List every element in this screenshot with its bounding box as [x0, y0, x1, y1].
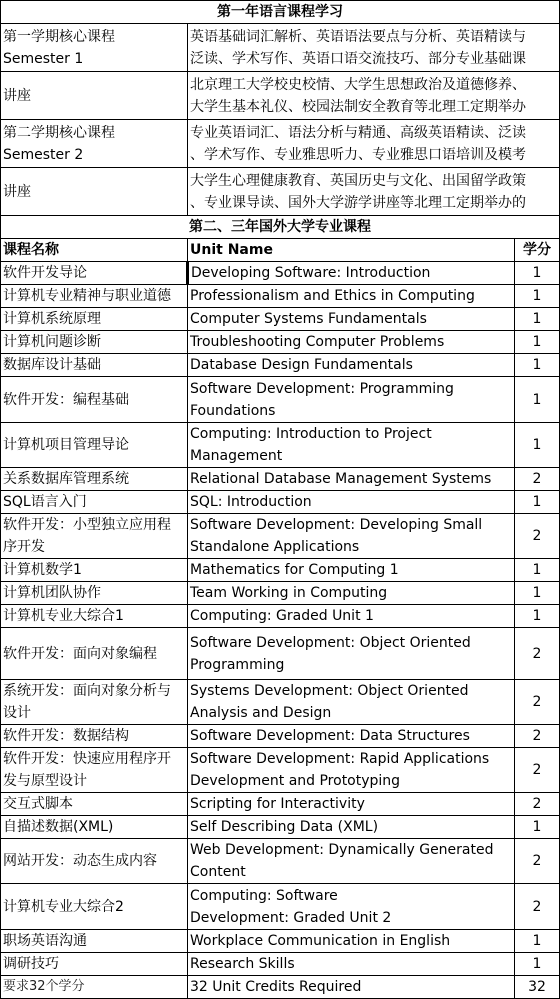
course-name-cn: [1, 308, 188, 331]
unit-credit: 1: [515, 582, 560, 605]
text-line: Self Describing Data (XML): [190, 819, 379, 835]
course-name-cn: [1, 468, 188, 491]
unit-name: [188, 354, 515, 377]
table-row: [1, 354, 560, 377]
text-line: 讲座: [3, 87, 31, 104]
course-period-cell: [1, 168, 188, 216]
required-credits-en: 32 Unit Credits Required: [188, 976, 515, 999]
course-content-cell: [188, 72, 560, 120]
unit-credit: 2: [515, 680, 560, 725]
unit-credit: 1: [515, 423, 560, 468]
text-line: Mathematics for Computing 1: [190, 562, 399, 578]
unit-name: [188, 262, 515, 285]
text-line: Relational Database Management Systems: [190, 471, 492, 487]
unit-name: [188, 930, 515, 953]
table-row: [1, 468, 560, 491]
text-line: 职场英语沟通: [3, 933, 87, 949]
unit-name: [188, 468, 515, 491]
table-row: [1, 680, 560, 725]
text-line: 软件开发：小型独立应用程: [3, 517, 171, 533]
total-credits: 32: [515, 976, 560, 999]
course-name-cn: [1, 839, 188, 884]
course-name-cn: [1, 285, 188, 308]
section-title-row: [1, 1, 560, 24]
text-line: 计算机专业精神与职业道德: [3, 288, 171, 304]
section-title: 第一年语言课程学习: [1, 1, 560, 24]
unit-credit: 2: [515, 839, 560, 884]
text-line: Web Development: Dynamically Generated: [190, 842, 494, 858]
course-content-cell: [188, 168, 560, 216]
table-row: [1, 748, 560, 793]
unit-credit: 1: [515, 262, 560, 285]
course-name-cn: [1, 262, 188, 285]
text-line: 计算机团队协作: [3, 585, 101, 601]
table-header-row: [1, 239, 560, 262]
unit-credit: 1: [515, 491, 560, 514]
course-content-cell: [188, 24, 560, 72]
text-line: Programming: [190, 656, 285, 673]
text-line: Software Development: Programming: [190, 380, 454, 397]
course-name-cn: [1, 491, 188, 514]
text-line: Research Skills: [190, 956, 295, 972]
unit-name: [188, 559, 515, 582]
text-line: Software Development: Object Oriented: [190, 634, 471, 651]
column-header-unit-name: Unit Name: [188, 239, 515, 262]
unit-credit: 1: [515, 816, 560, 839]
course-name-cn: [1, 331, 188, 354]
course-name-cn: [1, 884, 188, 930]
text-line: 系统开发：面向对象分析与: [3, 683, 171, 699]
table-row: [1, 628, 560, 680]
text-line: Content: [190, 864, 246, 880]
table-row: [1, 930, 560, 953]
text-line: 软件开发：数据结构: [3, 728, 129, 744]
text-line: 网站开发：动态生成内容: [3, 853, 157, 869]
table-row: [1, 793, 560, 816]
text-line: 软件开发：快速应用程序开: [3, 751, 171, 767]
text-line: Computing: Software: [190, 887, 338, 904]
unit-name: [188, 748, 515, 793]
course-name-cn: [1, 377, 188, 423]
text-line: Semester 2: [3, 146, 84, 163]
text-line: Troubleshooting Computer Problems: [190, 334, 445, 350]
unit-credit: 2: [515, 725, 560, 748]
text-line: Development: Graded Unit 2: [190, 909, 392, 926]
unit-credit: 1: [515, 953, 560, 976]
unit-credit: 2: [515, 884, 560, 930]
text-line: Workplace Communication in English: [190, 933, 451, 949]
course-name-cn: [1, 605, 188, 628]
text-line: 英语基础词汇解析、英语语法要点与分析、英语精读与: [190, 28, 526, 45]
table-row: [1, 953, 560, 976]
course-name-cn: [1, 514, 188, 559]
course-period-cell: [1, 72, 188, 120]
table-row: [1, 262, 560, 285]
unit-name: [188, 308, 515, 331]
unit-name: [188, 680, 515, 725]
text-line: 第一学期核心课程: [3, 28, 115, 45]
section-title: 第二、三年国外大学专业课程: [1, 216, 560, 239]
unit-name: [188, 839, 515, 884]
course-name-cn: [1, 725, 188, 748]
table-row: [1, 605, 560, 628]
language-course-row: [1, 120, 560, 168]
course-name-cn: [1, 680, 188, 725]
text-line: 交互式脚本: [3, 796, 73, 812]
unit-name: [188, 605, 515, 628]
language-course-row: [1, 72, 560, 120]
unit-name: [188, 884, 515, 930]
unit-credit: 1: [515, 930, 560, 953]
text-line: 、专业课导读、国外大学游学讲座等北理工定期举办的: [190, 194, 526, 211]
table-row: [1, 839, 560, 884]
text-line: Development and Prototyping: [190, 773, 401, 789]
text-line: 软件开发：面向对象编程: [3, 645, 157, 662]
course-period-cell: [1, 24, 188, 72]
course-name-cn: [1, 423, 188, 468]
text-line: Software Development: Data Structures: [190, 728, 470, 744]
required-credits-cn: 要求32个学分: [1, 976, 188, 999]
table-row: [1, 725, 560, 748]
course-name-cn: [1, 748, 188, 793]
text-line: 发与原型设计: [3, 773, 87, 789]
text-line: 软件开发导论: [3, 265, 87, 281]
table-row: [1, 308, 560, 331]
course-period-cell: [1, 120, 188, 168]
unit-credit: 2: [515, 748, 560, 793]
text-line: 大学生心理健康教育、英国历史与文化、出国留学政策: [190, 172, 526, 189]
text-line: 大学生基本礼仪、校园法制安全教育等北理工定期举办: [190, 98, 526, 115]
unit-name: [188, 491, 515, 514]
text-line: 软件开发：编程基础: [3, 391, 129, 408]
text-line: 、学术写作、专业雅思听力、专业雅思口语培训及模考: [190, 146, 526, 163]
text-line: Systems Development: Object Oriented: [190, 683, 469, 699]
unit-name: [188, 331, 515, 354]
unit-credit: 1: [515, 559, 560, 582]
course-name-cn: [1, 559, 188, 582]
text-line: 计算机专业大综合1: [3, 608, 124, 624]
course-name-cn: [1, 582, 188, 605]
table-row: [1, 491, 560, 514]
table-row: [1, 423, 560, 468]
table-row: [1, 377, 560, 423]
column-header-course-name: 课程名称: [1, 239, 188, 262]
text-line: 泛读、学术写作、英语口语交流技巧、部分专业基础课: [190, 50, 526, 67]
unit-name: [188, 953, 515, 976]
unit-name: [188, 423, 515, 468]
text-line: Computing: Graded Unit 1: [190, 608, 374, 624]
table-row: [1, 559, 560, 582]
table-row: [1, 285, 560, 308]
text-line: SQL语言入门: [3, 494, 87, 510]
text-line: SQL: Introduction: [190, 494, 312, 510]
text-line: 数据库设计基础: [3, 357, 101, 373]
unit-credit: 1: [515, 605, 560, 628]
column-header-credits: 学分: [515, 239, 560, 262]
table-row: [1, 514, 560, 559]
course-name-cn: [1, 354, 188, 377]
text-line: Professionalism and Ethics in Computing: [190, 288, 475, 304]
text-line: Database Design Fundamentals: [190, 357, 413, 373]
unit-name: [188, 582, 515, 605]
text-line: 计算机专业大综合2: [3, 898, 124, 915]
text-line: 讲座: [3, 183, 31, 200]
course-name-cn: [1, 953, 188, 976]
text-line: Computer Systems Fundamentals: [190, 311, 427, 327]
section-title-row: [1, 216, 560, 239]
text-line: Standalone Applications: [190, 539, 360, 555]
text-line: 专业英语词汇、语法分析与精通、高级英语精读、泛读: [190, 124, 526, 141]
text-line: 北京理工大学校史校情、大学生思想政治及道德修养、: [190, 76, 526, 93]
table-row: [1, 582, 560, 605]
text-line: Computing: Introduction to Project: [190, 426, 432, 442]
table-row: [1, 884, 560, 930]
course-name-cn: [1, 628, 188, 680]
unit-credit: 1: [515, 308, 560, 331]
unit-credit: 1: [515, 331, 560, 354]
table-row: [1, 816, 560, 839]
text-line: Software Development: Rapid Applications: [190, 751, 490, 767]
course-name-cn: [1, 793, 188, 816]
text-line: 计算机数学1: [3, 562, 82, 578]
text-line: 自描述数据(XML): [3, 819, 114, 835]
unit-name: [188, 793, 515, 816]
unit-name: [188, 725, 515, 748]
text-line: Foundations: [190, 402, 276, 419]
course-content-cell: [188, 120, 560, 168]
text-line: Analysis and Design: [190, 705, 332, 721]
text-line: 计算机系统原理: [3, 311, 101, 327]
text-line: 设计: [3, 705, 31, 721]
text-line: 计算机项目管理导论: [3, 437, 129, 453]
text-line: 计算机问题诊断: [3, 334, 101, 350]
unit-name: [188, 514, 515, 559]
unit-credit: 2: [515, 468, 560, 491]
unit-name: [188, 628, 515, 680]
unit-name: [188, 816, 515, 839]
unit-credit: 2: [515, 514, 560, 559]
course-name-cn: [1, 930, 188, 953]
unit-credit: 2: [515, 793, 560, 816]
language-course-row: [1, 24, 560, 72]
unit-credit: 2: [515, 628, 560, 680]
language-course-row: [1, 168, 560, 216]
text-line: 第二学期核心课程: [3, 124, 115, 141]
text-line: Semester 1: [3, 50, 84, 67]
unit-credit: 1: [515, 377, 560, 423]
text-line: Team Working in Computing: [190, 585, 388, 601]
text-line: 关系数据库管理系统: [3, 471, 129, 487]
unit-name: [188, 377, 515, 423]
unit-name: [188, 285, 515, 308]
unit-credit: 1: [515, 354, 560, 377]
course-name-cn: [1, 816, 188, 839]
text-line: Software Development: Developing Small: [190, 517, 483, 533]
text-line: Management: [190, 448, 283, 464]
text-line: 序开发: [3, 539, 45, 555]
text-line: Developing Software: Introduction: [191, 265, 431, 281]
text-line: Scripting for Interactivity: [190, 796, 365, 812]
unit-credit: 1: [515, 285, 560, 308]
table-row: [1, 331, 560, 354]
text-line: 调研技巧: [3, 956, 59, 972]
